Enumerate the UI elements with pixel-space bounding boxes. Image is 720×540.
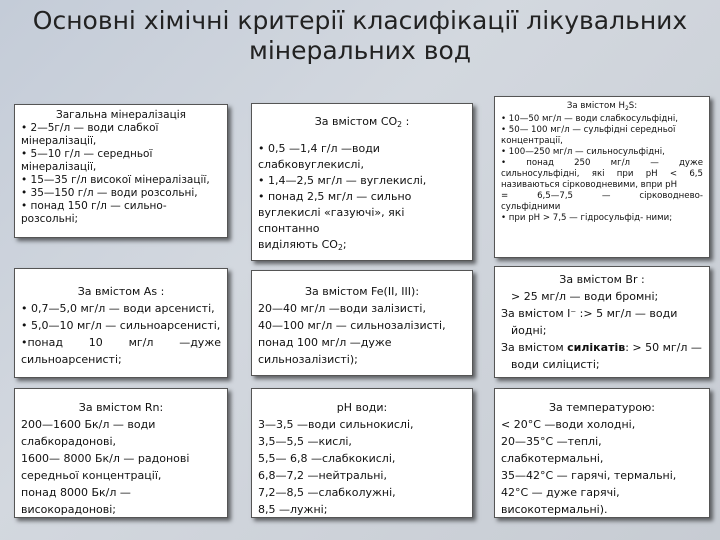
temperature-line: 42°С — дуже гарячі, (501, 486, 620, 499)
h2s-heading-suffix: S: (628, 101, 638, 111)
temperature-heading: За температурою: (548, 401, 656, 414)
iron-heading: За вмістом Fe(II, III): (304, 285, 420, 298)
title-line-2: мінеральних вод (248, 36, 472, 65)
h2s-line: сильносульфідні, які при pH < 6,5 (501, 169, 703, 179)
radon-line: середньої концентрації, (21, 469, 162, 482)
mineralization-line: • 5—10 г/л — середньої (21, 148, 153, 160)
mineralization-line: • 2—5г/л — води слабкої (21, 122, 159, 134)
h2s-heading-prefix: За вмістом H (566, 101, 625, 111)
temperature-line: високотермальні). (501, 503, 608, 516)
mineralization-line: • понад 150 г/л — сильно- (21, 200, 167, 212)
radon-line: 200—1600 Бк/л — води (21, 418, 156, 431)
co2-last-suffix: ; (342, 238, 347, 251)
temperature-line: < 20°С —води холодні, (501, 418, 636, 431)
radon-line: 1600— 8000 Бк/л — радонові (21, 452, 190, 465)
radon-box (14, 388, 228, 518)
ph-line: 6,8—7,2 —нейтральні, (258, 469, 387, 482)
radon-heading: За вмістом Rn: (78, 401, 164, 414)
co2-heading (258, 114, 466, 133)
arsenic-line: • 5,0—10 мг/л — сильноарсенисті, (21, 319, 221, 332)
h2s-line: = 6,5—7,5 — сірководнево- (501, 191, 703, 201)
silicates-line (501, 339, 703, 356)
silicates-rest: : > 50 мг/л — (625, 341, 702, 354)
h2s-line: • 100—250 мг/л — сильносульфідні, (501, 147, 665, 157)
silicates-last-line: води силіцисті; (511, 358, 600, 371)
page-title (30, 6, 690, 66)
ph-line: 7,2—8,5 —слабколужні, (258, 486, 396, 499)
arsenic-heading: За вмістом As : (77, 285, 165, 298)
h2s-line: • 10—50 мг/л — води слабкосульфідні, (501, 114, 679, 124)
co2-line: вуглекислі «газуючі», які спонтанно (258, 206, 405, 235)
co2-heading-suffix: : (402, 115, 410, 128)
h2s-line: • при pH > 7,5 — гідросульфід- ними; (501, 213, 673, 223)
arsenic-box (14, 268, 228, 378)
ph-heading: pH води: (336, 401, 388, 414)
arsenic-line: •понад 10 мг/л —дуже (21, 336, 221, 349)
co2-line: • понад 2,5 мг/л — сильно (258, 190, 412, 203)
co2-heading-prefix: За вмістом CO (314, 115, 398, 128)
arsenic-line: • 0,7—5,0 мг/л — води арсенисті, (21, 302, 215, 315)
mineralization-line: • 15—35 г/л високої мінералізації, (21, 174, 210, 186)
mineralization-line: мінералізації, (21, 161, 97, 173)
mineralization-line: мінералізації, (21, 135, 97, 147)
co2-last-sub: 2 (337, 243, 343, 252)
h2s-line: концентрації, (501, 136, 563, 146)
co2-last-prefix: виділяють CO (258, 238, 338, 251)
iron-line: сильнозалізисті); (258, 353, 358, 366)
h2s-heading-sub: 2 (624, 105, 629, 112)
co2-line: • 0,5 —1,4 г/л —води (258, 142, 380, 155)
bromine-line: За вмістом I⁻ :> 5 мг/л — води (501, 307, 678, 320)
ph-box (251, 388, 473, 518)
co2-line: слабковуглекислі, (258, 158, 364, 171)
co2-box (251, 103, 473, 261)
h2s-heading (501, 101, 703, 114)
mineralization-box (14, 104, 228, 238)
mineralization-heading: Загальна мінералізація (56, 109, 186, 121)
radon-line: високорадонові; (21, 503, 117, 516)
bromine-heading: За вмістом Br : (559, 273, 645, 286)
iron-line: 40—100 мг/л — сильнозалізисті, (258, 319, 446, 332)
h2s-box (494, 96, 710, 258)
temperature-line: 35—42°С — гарячі, термальні, (501, 469, 677, 482)
temperature-line: слабкотермальні, (501, 452, 604, 465)
bromine-line: > 25 мг/л — води бромні; (511, 290, 659, 303)
title-line-1: Основні хімічні критерії класифікації лікувальних (32, 6, 688, 35)
iron-line: понад 100 мг/л —дуже (258, 336, 392, 349)
ph-line: 5,5— 6,8 —слабкокислі, (258, 452, 396, 465)
co2-line: • 1,4—2,5 мг/л — вуглекислі, (258, 174, 427, 187)
arsenic-line: сильноарсенисті; (21, 353, 122, 366)
bromine-box (494, 266, 710, 378)
silicates-label: За вмістом (501, 341, 564, 354)
iron-line: 20—40 мг/л —води залізисті, (258, 302, 426, 315)
ph-line: 3,5—5,5 —кислі, (258, 435, 352, 448)
co2-last-line (258, 237, 466, 256)
h2s-line: • 50— 100 мг/л — сульфідні середньої (501, 125, 676, 135)
h2s-line: • понад 250 мг/л — дуже (501, 158, 703, 168)
bromine-line: йодні; (511, 324, 547, 337)
silicates-bold: силікатів (567, 341, 626, 354)
temperature-box (494, 388, 710, 518)
iron-box (251, 270, 473, 376)
co2-heading-sub: 2 (397, 120, 403, 129)
radon-line: понад 8000 Бк/л — (21, 486, 131, 499)
h2s-line: називаються сірководневими, впри pH (501, 180, 678, 190)
radon-line: слабкорадонові, (21, 435, 116, 448)
ph-line: 3—3,5 —води сильнокислі, (258, 418, 414, 431)
temperature-line: 20—35°С —теплі, (501, 435, 602, 448)
ph-line: 8,5 —лужні; (258, 503, 328, 516)
mineralization-line: розсольні; (21, 213, 79, 225)
mineralization-line: • 35—150 г/л — води розсольні, (21, 187, 198, 199)
h2s-line: сульфідними (501, 202, 561, 212)
